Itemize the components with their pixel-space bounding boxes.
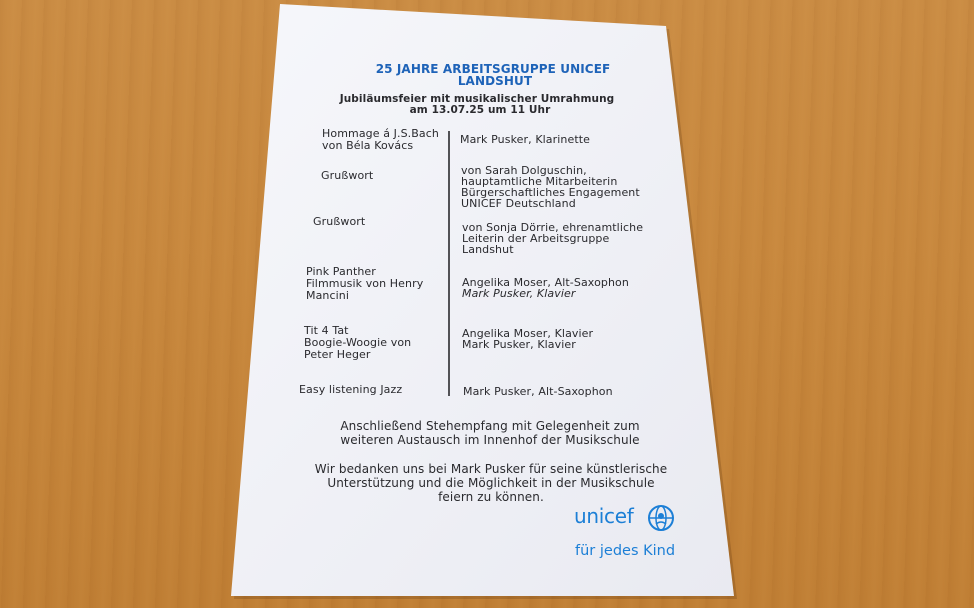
program-performer-3-line-3: Landshut xyxy=(462,243,514,256)
program-item-4-line-1: Pink Panther xyxy=(306,265,376,278)
program-item-3 xyxy=(313,216,365,228)
unicef-logo xyxy=(574,504,633,528)
reception-line-1: Anschließend Stehempfang mit Gelegenheit zum xyxy=(340,419,640,433)
program-performer-2-line-1: von Sarah Dolguschin, xyxy=(461,164,587,177)
subtitle-line-2: am 13.07.25 um 11 Uhr xyxy=(409,104,551,116)
program-item-5-line-2: Boogie-Woogie von xyxy=(304,336,412,349)
program-item-4 xyxy=(306,266,423,302)
program-performer-3-line-2: Leiterin der Arbeitsgruppe xyxy=(462,232,610,245)
program-item-2-line-1: Grußwort xyxy=(321,169,374,182)
program-item-1 xyxy=(322,128,439,152)
thanks-note xyxy=(276,462,706,504)
program-item-5-line-3: Peter Heger xyxy=(304,348,371,361)
program-item-6-line-1: Easy listening Jazz xyxy=(299,383,403,396)
program-performer-2-line-3: Bürgerschaftliches Engagement xyxy=(461,186,640,199)
program-performer-6 xyxy=(463,386,613,397)
unicef-tagline-wrap xyxy=(575,540,675,559)
unicef-tagline: für jedes Kind xyxy=(575,543,676,559)
program-performer-1-line-1: Mark Pusker, Klarinette xyxy=(460,133,591,146)
program-performer-5-line-2: Mark Pusker, Klavier xyxy=(462,338,576,351)
program-performer-1 xyxy=(460,134,590,145)
subtitle-line-1: Jubiläumsfeier mit musikalischer Umrahmung xyxy=(339,93,615,105)
program-performer-2-line-4: UNICEF Deutschland xyxy=(461,197,576,210)
thanks-line-2: Unterstützung und die Möglichkeit in der Musikschule xyxy=(327,476,655,490)
program-item-5 xyxy=(304,325,411,361)
thanks-line-3: feiern zu können. xyxy=(438,490,544,504)
program-item-1-line-2: von Béla Kovács xyxy=(322,139,414,152)
unicef-wordmark: unicef xyxy=(574,504,634,528)
program-item-4-line-3: Mancini xyxy=(306,289,350,302)
program-performer-4-line-2: Mark Pusker, Klavier xyxy=(462,287,576,300)
program-item-4-line-2: Filmmusik von Henry xyxy=(306,277,424,290)
program-performer-5 xyxy=(462,328,593,350)
program-performer-3 xyxy=(462,222,643,255)
title-line-1: 25 JAHRE ARBEITSGRUPPE UNICEF xyxy=(375,62,611,76)
program-item-2 xyxy=(321,170,373,182)
thanks-line-1: Wir bedanken uns bei Mark Pusker für seine künstlerische xyxy=(314,462,668,476)
program-performer-5-line-1: Angelika Moser, Klavier xyxy=(462,327,594,340)
unicef-globe-emblem-icon xyxy=(647,504,675,532)
program-performer-4 xyxy=(462,277,629,299)
program-item-5-line-1: Tit 4 Tat xyxy=(304,324,349,337)
program-performer-3-line-1: von Sonja Dörrie, ehrenamtliche xyxy=(462,221,644,234)
program-item-1-line-1: Hommage á J.S.Bach xyxy=(322,127,439,140)
program-performer-2 xyxy=(461,165,640,209)
program-item-6 xyxy=(299,384,402,396)
reception-note xyxy=(310,419,670,447)
program-performer-2-line-2: hauptamtliche Mitarbeiterin xyxy=(461,175,618,188)
program-item-3-line-1: Grußwort xyxy=(313,215,366,228)
program-performer-4-line-1: Angelika Moser, Alt-Saxophon xyxy=(462,276,629,289)
reception-line-2: weiteren Austausch im Innenhof der Musikschule xyxy=(340,433,640,447)
title-line-2: LANDSHUT xyxy=(457,74,533,88)
program-performer-6-line-1: Mark Pusker, Alt-Saxophon xyxy=(463,385,613,398)
